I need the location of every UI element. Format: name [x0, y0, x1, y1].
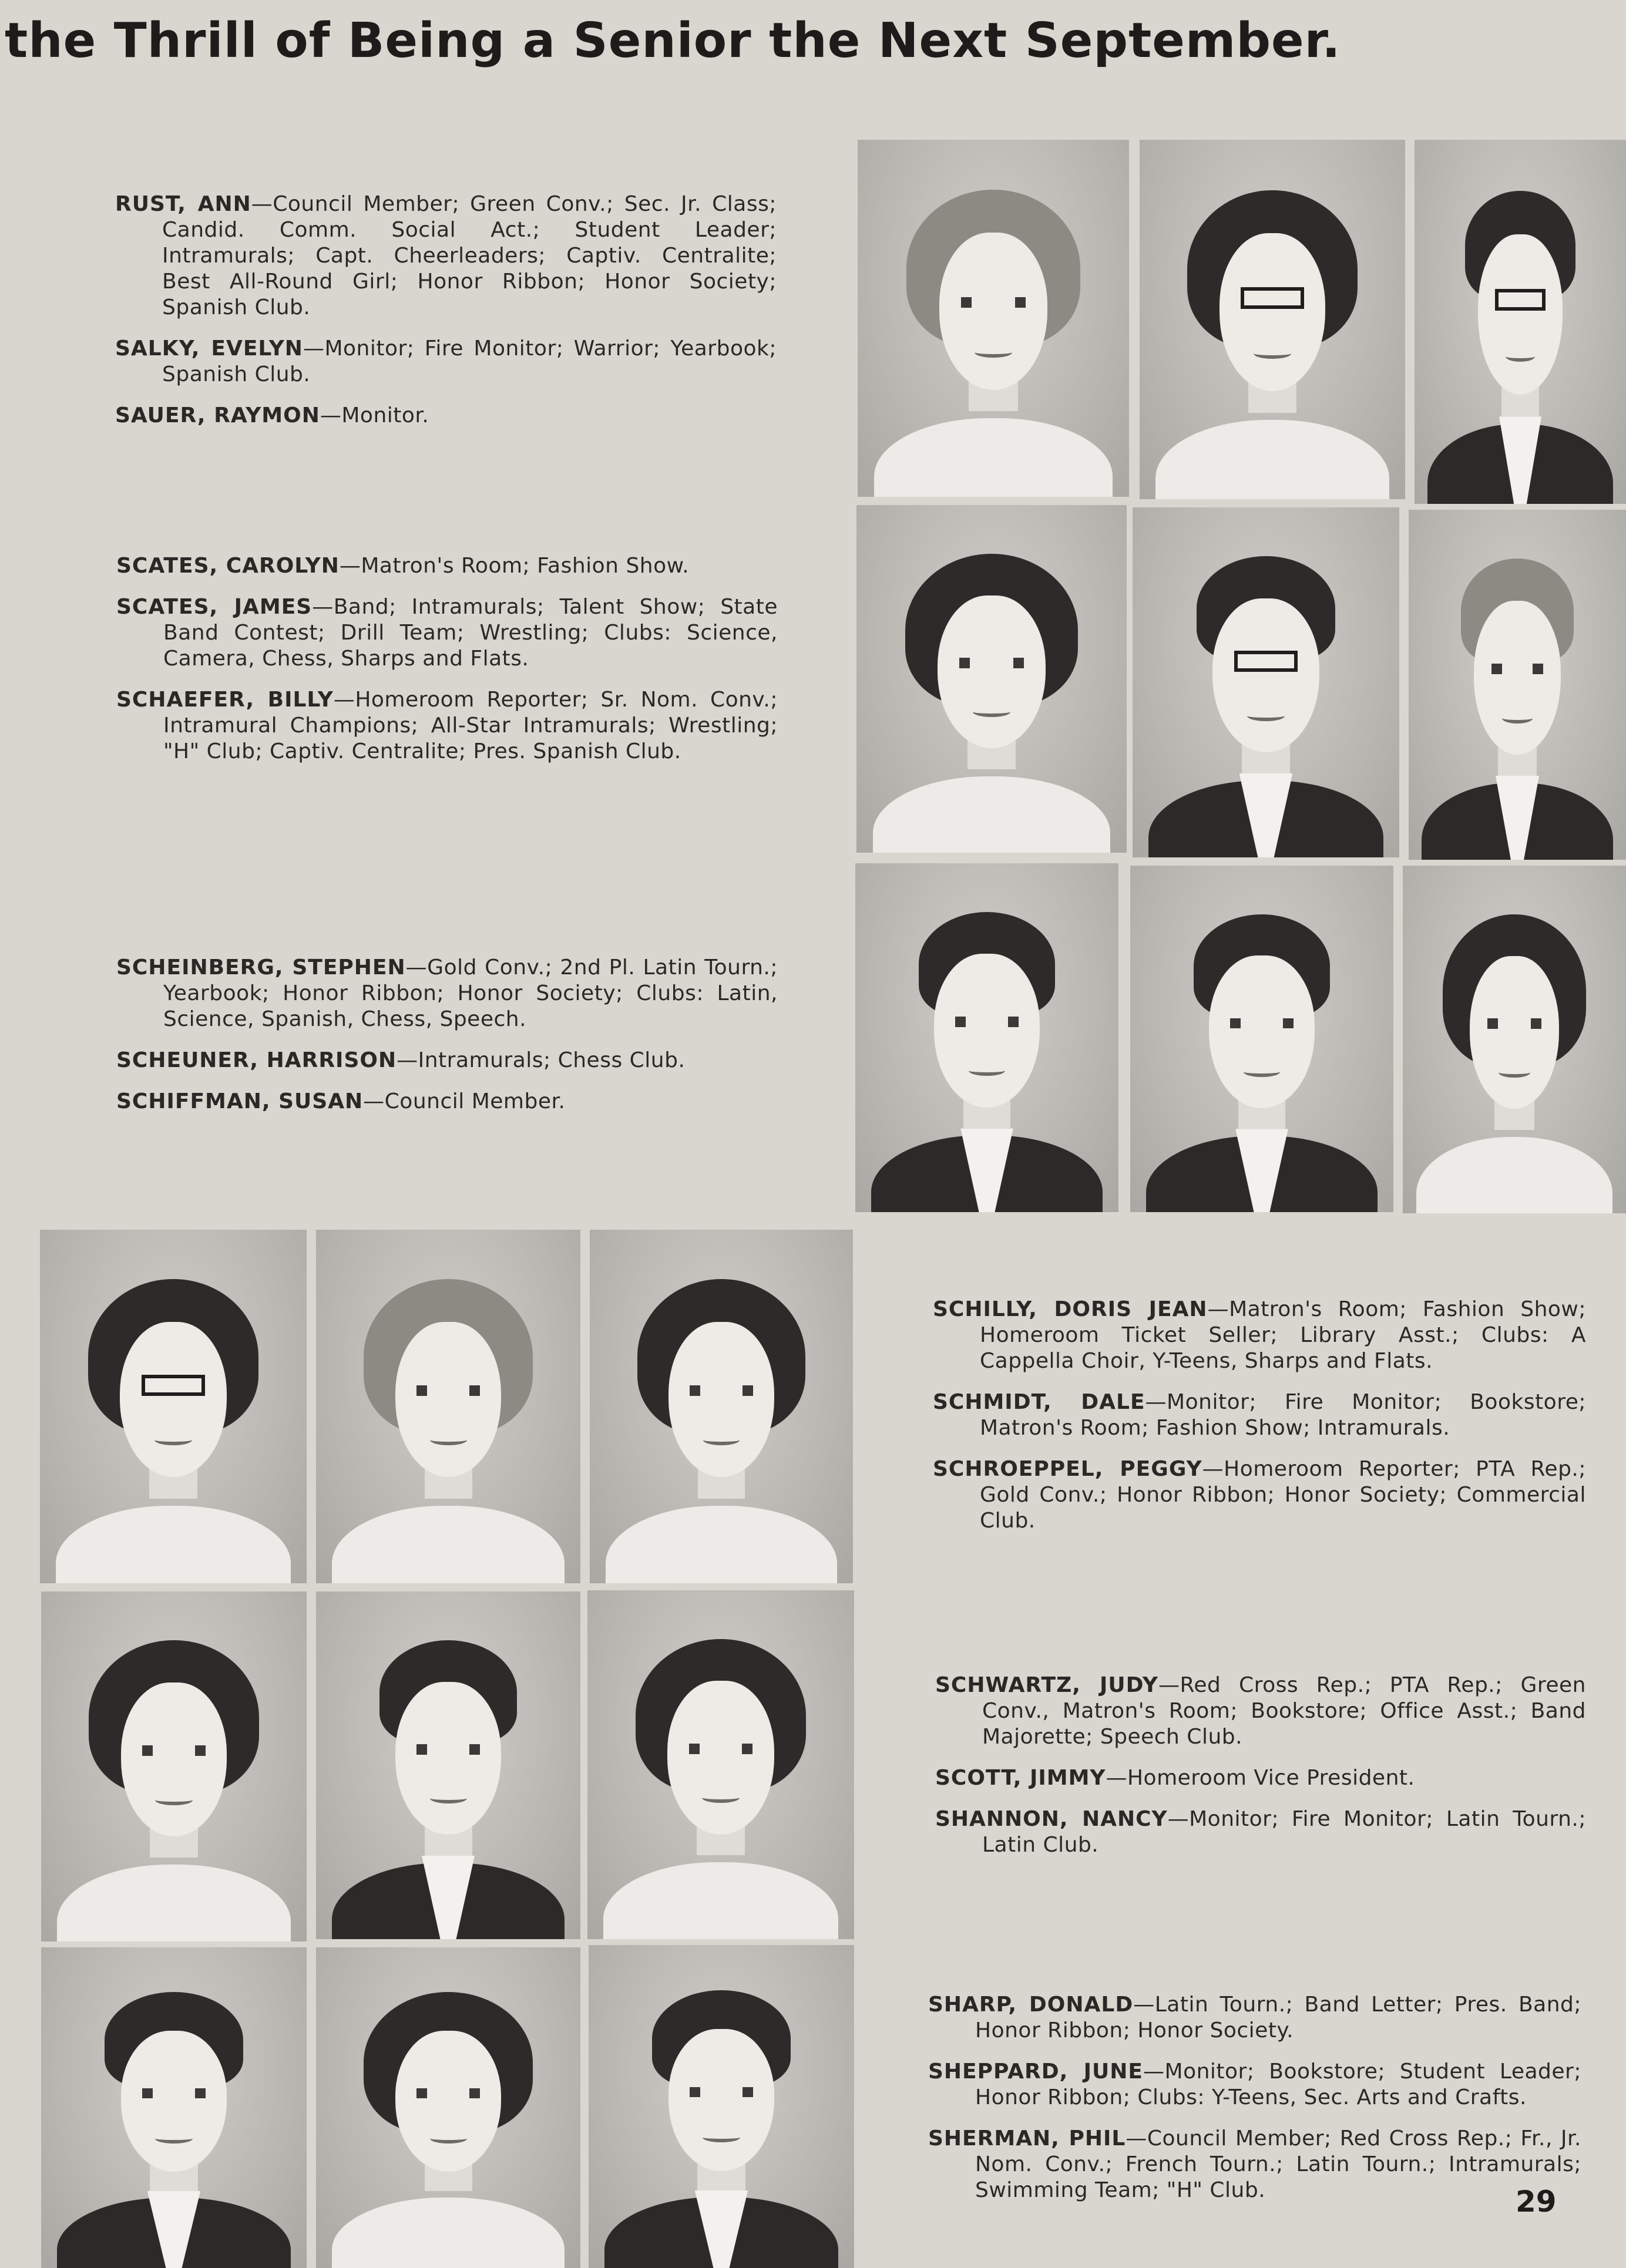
student-entry	[935, 1765, 1586, 1791]
student-entry	[928, 2126, 1581, 2203]
student-activities: —Homeroom Reporter; Sr. Nom. Conv.; Intramural Champions; All-Star Intramurals; Wrestling; "H" Club; Captiv. Centralite; Pres. Spanish Club.	[163, 688, 778, 763]
portrait-photo	[316, 1591, 580, 1939]
student-name: SAUER, RAYMON	[115, 403, 320, 428]
student-entry	[935, 1673, 1586, 1750]
entries-group-2	[116, 553, 778, 780]
student-entry	[116, 553, 778, 579]
student-entry	[116, 1048, 778, 1074]
student-name: SCHEUNER, HARRISON	[116, 1048, 397, 1072]
page-title: the Thrill of Being a Senior the Next September.	[5, 13, 1341, 69]
portrait-photo	[316, 1947, 580, 2268]
student-activities: —Monitor; Fire Monitor; Latin Tourn.; Latin Club.	[982, 1807, 1586, 1857]
student-activities: —Council Member; Red Cross Rep.; Fr., Jr. Nom. Conv.; French Tourn.; Latin Tourn.; Intramurals; Swimming Team; "H" Club.	[975, 2126, 1581, 2202]
portrait-photo	[41, 1591, 307, 1941]
student-entry	[933, 1297, 1586, 1374]
student-activities: —Monitor; Fire Monitor; Warrior; Yearbook; Spanish Club.	[162, 337, 777, 386]
student-activities: —Council Member; Green Conv.; Sec. Jr. Class; Candid. Comm. Social Act.; Student Leader; Intramurals; Capt. Cheerleaders; Captiv. Centralite; Best All-Round Girl; Honor Ribbon; Honor Society; Spanish Club.	[162, 192, 777, 319]
student-entry	[116, 955, 778, 1032]
student-entry	[116, 1089, 778, 1115]
student-entry	[928, 1992, 1581, 2044]
portrait-photo	[858, 140, 1129, 497]
portrait-photo	[589, 1945, 854, 2268]
student-entry	[115, 191, 777, 321]
student-activities: —Monitor.	[320, 403, 429, 428]
portrait-photo	[1415, 140, 1626, 504]
portrait-photo	[1130, 866, 1393, 1212]
student-activities: —Gold Conv.; 2nd Pl. Latin Tourn.; Yearbook; Honor Ribbon; Honor Society; Clubs: Latin, Science, Spanish, Chess, Speech.	[163, 955, 778, 1031]
student-name: RUST, ANN	[115, 192, 251, 216]
student-activities: —Red Cross Rep.; PTA Rep.; Green Conv., Matron's Room; Bookstore; Office Asst.; Band Majorette; Speech Club.	[982, 1673, 1586, 1749]
student-name: SCHIFFMAN, SUSAN	[116, 1089, 364, 1113]
page-number: 29	[1516, 2185, 1557, 2219]
student-activities: —Monitor; Bookstore; Student Leader; Honor Ribbon; Clubs: Y-Teens, Sec. Arts and Crafts.	[975, 2060, 1581, 2109]
entries-group-5	[935, 1673, 1586, 1873]
student-name: SHARP, DONALD	[928, 1993, 1134, 2017]
entries-group-3	[116, 955, 778, 1130]
portrait-photo	[587, 1590, 854, 1939]
portrait-photo	[855, 863, 1118, 1212]
portrait-photo	[1140, 140, 1405, 499]
student-name: SHANNON, NANCY	[935, 1807, 1168, 1831]
student-activities: —Band; Intramurals; Talent Show; State Band Contest; Drill Team; Wrestling; Clubs: Science, Camera, Chess, Sharps and Flats.	[163, 595, 778, 671]
student-name: SCATES, CAROLYN	[116, 554, 340, 578]
student-entry	[116, 594, 778, 672]
student-activities: —Monitor; Fire Monitor; Bookstore; Matron's Room; Fashion Show; Intramurals.	[980, 1390, 1586, 1440]
student-entry	[928, 2059, 1581, 2111]
student-activities: —Homeroom Vice President.	[1106, 1766, 1415, 1790]
portrait-photo	[40, 1230, 307, 1583]
student-name: SCHILLY, DORIS JEAN	[933, 1297, 1208, 1321]
portrait-photo	[590, 1230, 853, 1583]
student-name: SALKY, EVELYN	[115, 337, 303, 361]
portrait-photo	[856, 505, 1127, 853]
portrait-photo	[316, 1230, 580, 1583]
student-entry	[115, 336, 777, 388]
entries-group-1	[115, 191, 777, 444]
portrait-photo	[1409, 510, 1626, 860]
student-activities: —Intramurals; Chess Club.	[397, 1048, 686, 1072]
student-name: SCATES, JAMES	[116, 595, 313, 619]
student-activities: —Matron's Room; Fashion Show; Homeroom Ticket Seller; Library Asst.; Clubs: A Cappella Choir, Y-Teens, Sharps and Flats.	[980, 1297, 1587, 1373]
entries-group-4	[933, 1297, 1586, 1549]
student-name: SCHMIDT, DALE	[933, 1390, 1145, 1414]
student-entry	[115, 403, 777, 429]
student-name: SHEPPARD, JUNE	[928, 2060, 1144, 2084]
student-activities: —Matron's Room; Fashion Show.	[339, 554, 690, 578]
student-activities: —Homeroom Reporter; PTA Rep.; Gold Conv.; Honor Ribbon; Honor Society; Commercial Club.	[980, 1457, 1586, 1533]
student-entry	[933, 1389, 1586, 1441]
entries-group-6	[928, 1992, 1581, 2219]
student-name: SCHWARTZ, JUDY	[935, 1673, 1158, 1697]
student-name: SCHAEFER, BILLY	[116, 688, 334, 712]
student-name: SCHROEPPEL, PEGGY	[933, 1457, 1202, 1481]
student-activities: —Latin Tourn.; Band Letter; Pres. Band; Honor Ribbon; Honor Society.	[975, 1993, 1581, 2042]
student-entry	[116, 687, 778, 765]
student-name: SCHEINBERG, STEPHEN	[116, 955, 406, 980]
student-entry	[933, 1456, 1586, 1534]
portrait-photo	[41, 1947, 307, 2268]
student-entry	[935, 1806, 1586, 1858]
portrait-photo	[1133, 507, 1399, 857]
student-name: SCOTT, JIMMY	[935, 1766, 1106, 1790]
portrait-photo	[1403, 866, 1626, 1213]
student-activities: —Council Member.	[363, 1089, 566, 1113]
student-name: SHERMAN, PHIL	[928, 2126, 1126, 2151]
